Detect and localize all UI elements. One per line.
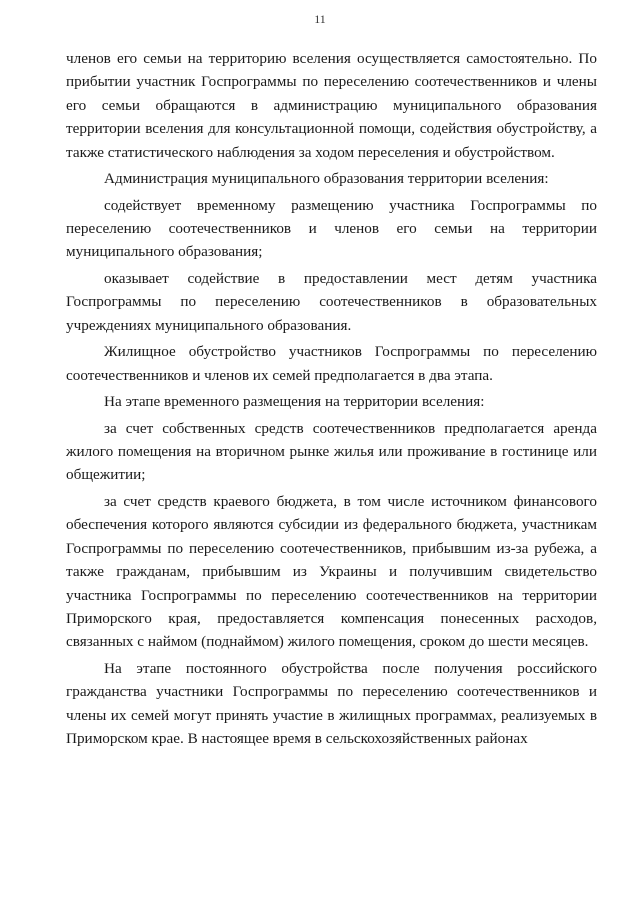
paragraph-permanent-stage: На этапе постоянного обустройства после получения российского гражданства участники Госпрограммы по переселению соотечественников и члены их семей могут принять участие в жилищных программах, реализуемых в Приморском крае. В настоящее время в сельскохозяйственных районах	[66, 659, 597, 748]
body-text	[66, 47, 597, 754]
paragraph-own-funds: за счет собственных средств соотечественников предполагается аренда жилого помещения на вторичном рынке жилья или проживание в гостинице или общежитии;	[66, 419, 597, 484]
paragraph-administration-intro: Администрация муниципального образования территории вселения:	[104, 170, 549, 188]
page-number: 11	[314, 12, 326, 26]
paragraph-temporary-placement: содействует временному размещению участника Госпрограммы по переселению соотечественников и членов его семьи на территории муниципального образования;	[66, 196, 597, 261]
paragraph-continuation: членов его семьи на территорию вселения осуществляется самостоятельно. По прибытии участник Госпрограммы по переселению соотечественников и члены его семьи обращаются в администрацию муниципального образования территории вселения для консультационной помощи, содействия обустройству, а также статистического наблюдения за ходом переселения и обустройством.	[66, 50, 597, 161]
paragraph-regional-budget: за счет средств краевого бюджета, в том числе источником финансового обеспечения которого являются субсидии из федерального бюджета, участникам Госпрограммы по переселению соотечественников, прибывшим из-за рубежа, а также гражданам, прибывшим из Украины и получившим свидетельство участника Госпрограммы по переселению соотечественников на территории Приморского края, предоставляется компенсация понесенных расходов, связанных с наймом (поднаймом) жилого помещения, сроком до шести месяцев.	[66, 492, 597, 651]
paragraph-temporary-stage: На этапе временного размещения на территории вселения:	[104, 393, 485, 411]
paragraph-housing-stages: Жилищное обустройство участников Госпрограммы по переселению соотечественников и членов их семей предполагается в два этапа.	[66, 343, 597, 384]
paragraph-education-assistance: оказывает содействие в предоставлении мест детям участника Госпрограммы по переселению соотечественников в образовательных учреждениях муниципального образования.	[66, 269, 597, 334]
